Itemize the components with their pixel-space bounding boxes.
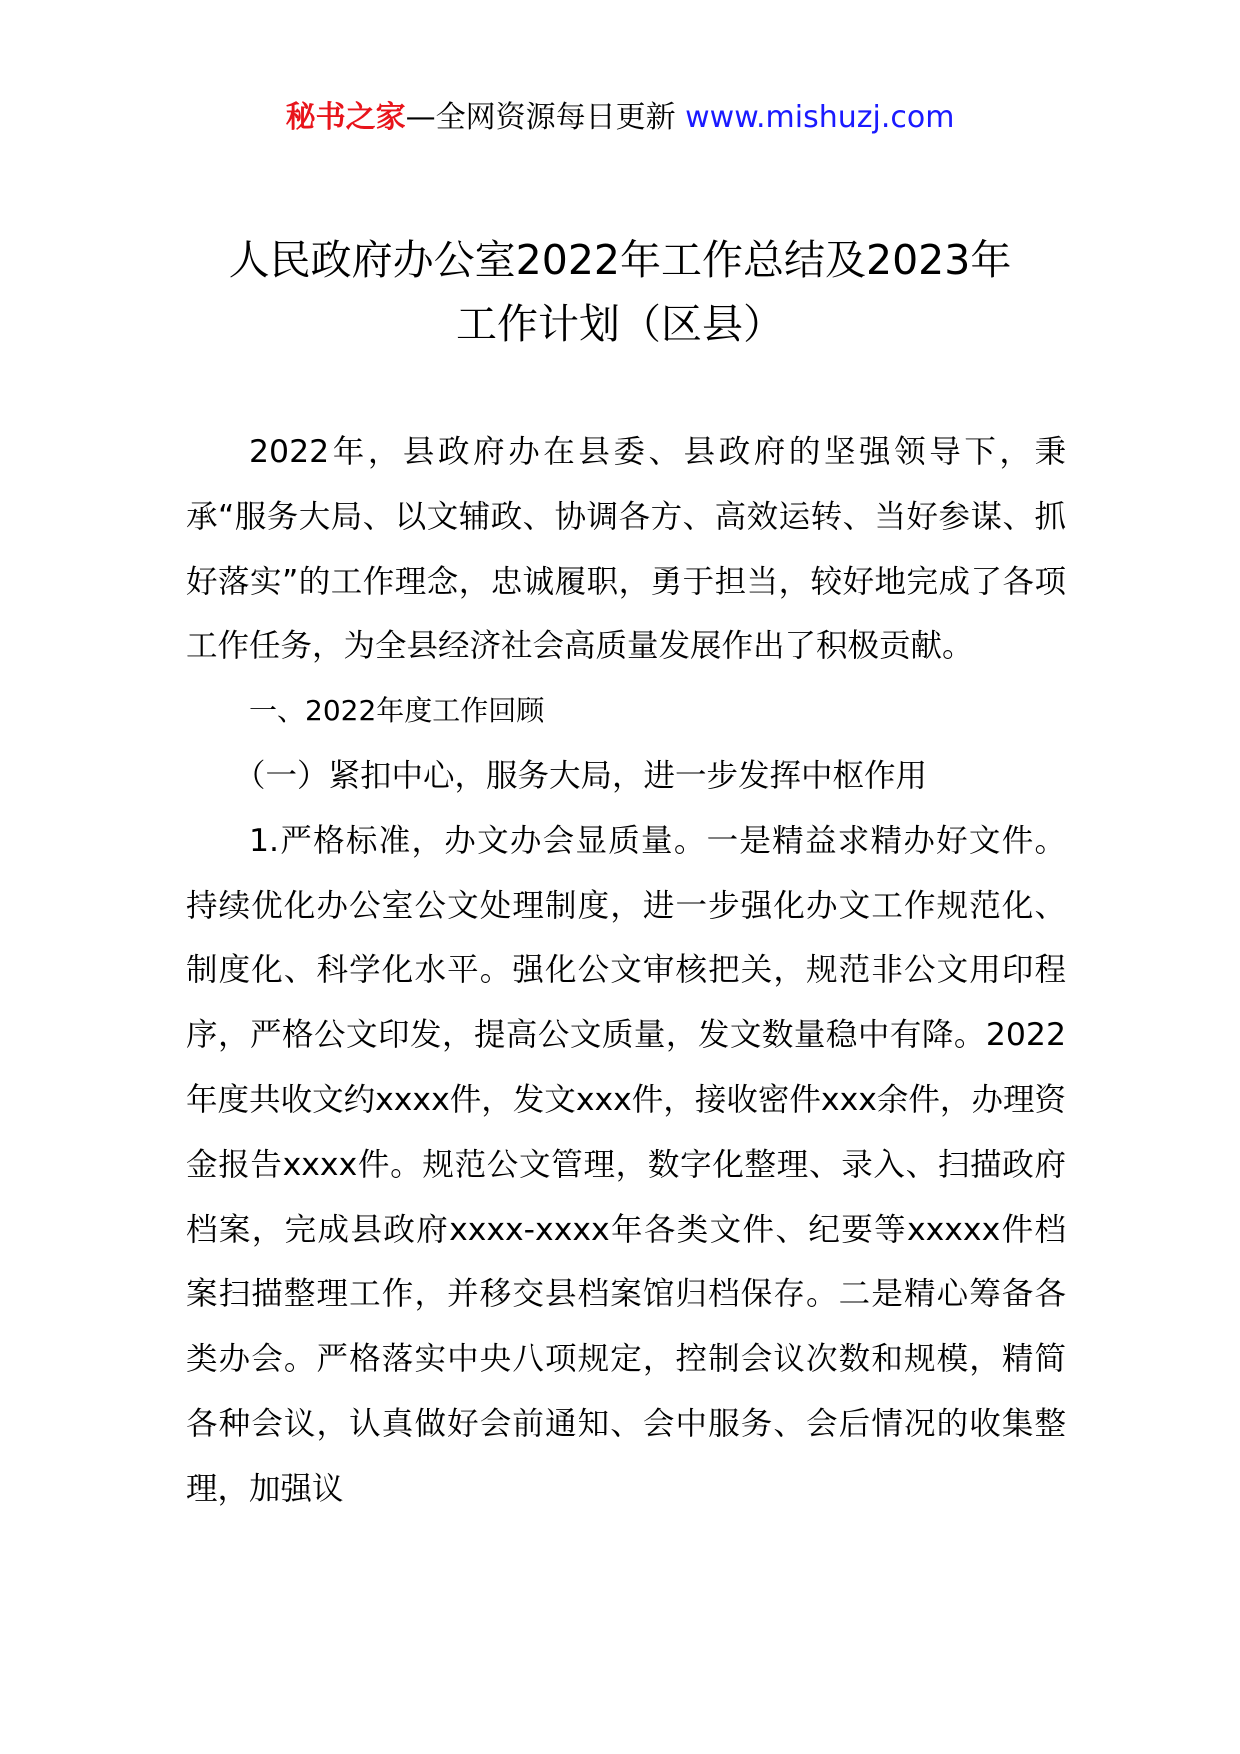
title-line-2: 工作计划（区县） — [456, 300, 784, 348]
subsection-heading: （一）紧扣中心，服务大局，进一步发挥中枢作用 — [234, 757, 928, 794]
document-body — [186, 420, 1066, 1522]
intro-paragraph: 2022年，县政府办在县委、县政府的坚强领导下，秉承“服务大局、以文辅政、协调各方、高效运转、当好参谋、抓好落实”的工作理念，忠诚履职，勇于担当，较好地完成了各项工作任务，为全县经济社会高质量发展作出了积极贡献。 — [186, 434, 1066, 665]
site-header — [0, 98, 1240, 138]
item-paragraph: 1.严格标准，办文办会显质量。一是精益求精办好文件。持续优化办公室公文处理制度，进一步强化办文工作规范化、制度化、科学化水平。强化公文审核把关，规范非公文用印程序，严格公文印发，提高公文质量，发文数量稳中有降。2022年度共收文约xxxx件，发文xxx件，接收密件xxx余件，办理资金报告xxxx件。规范公文管理，数字化整理、录入、扫描政府档案，完成县政府xxxx-xxxx年各类文件、纪要等xxxxx件档案扫描整理工作，并移交县档案馆归档保存。二是精心筹备各类办会。严格落实中央八项规定，控制会议次数和规模，精简各种会议，认真做好会前通知、会中服务、会后情况的收集整理，加强议 — [186, 822, 1066, 1507]
brand-name: 秘书之家 — [285, 100, 406, 135]
document-title — [120, 228, 1120, 356]
header-tagline: —全网资源每日更新 — [405, 100, 676, 135]
section-heading: 一、2022年度工作回顾 — [249, 694, 545, 728]
site-url-link[interactable]: www.mishuzj.com — [685, 100, 955, 135]
title-line-1: 人民政府办公室2022年工作总结及2023年 — [228, 236, 1012, 284]
